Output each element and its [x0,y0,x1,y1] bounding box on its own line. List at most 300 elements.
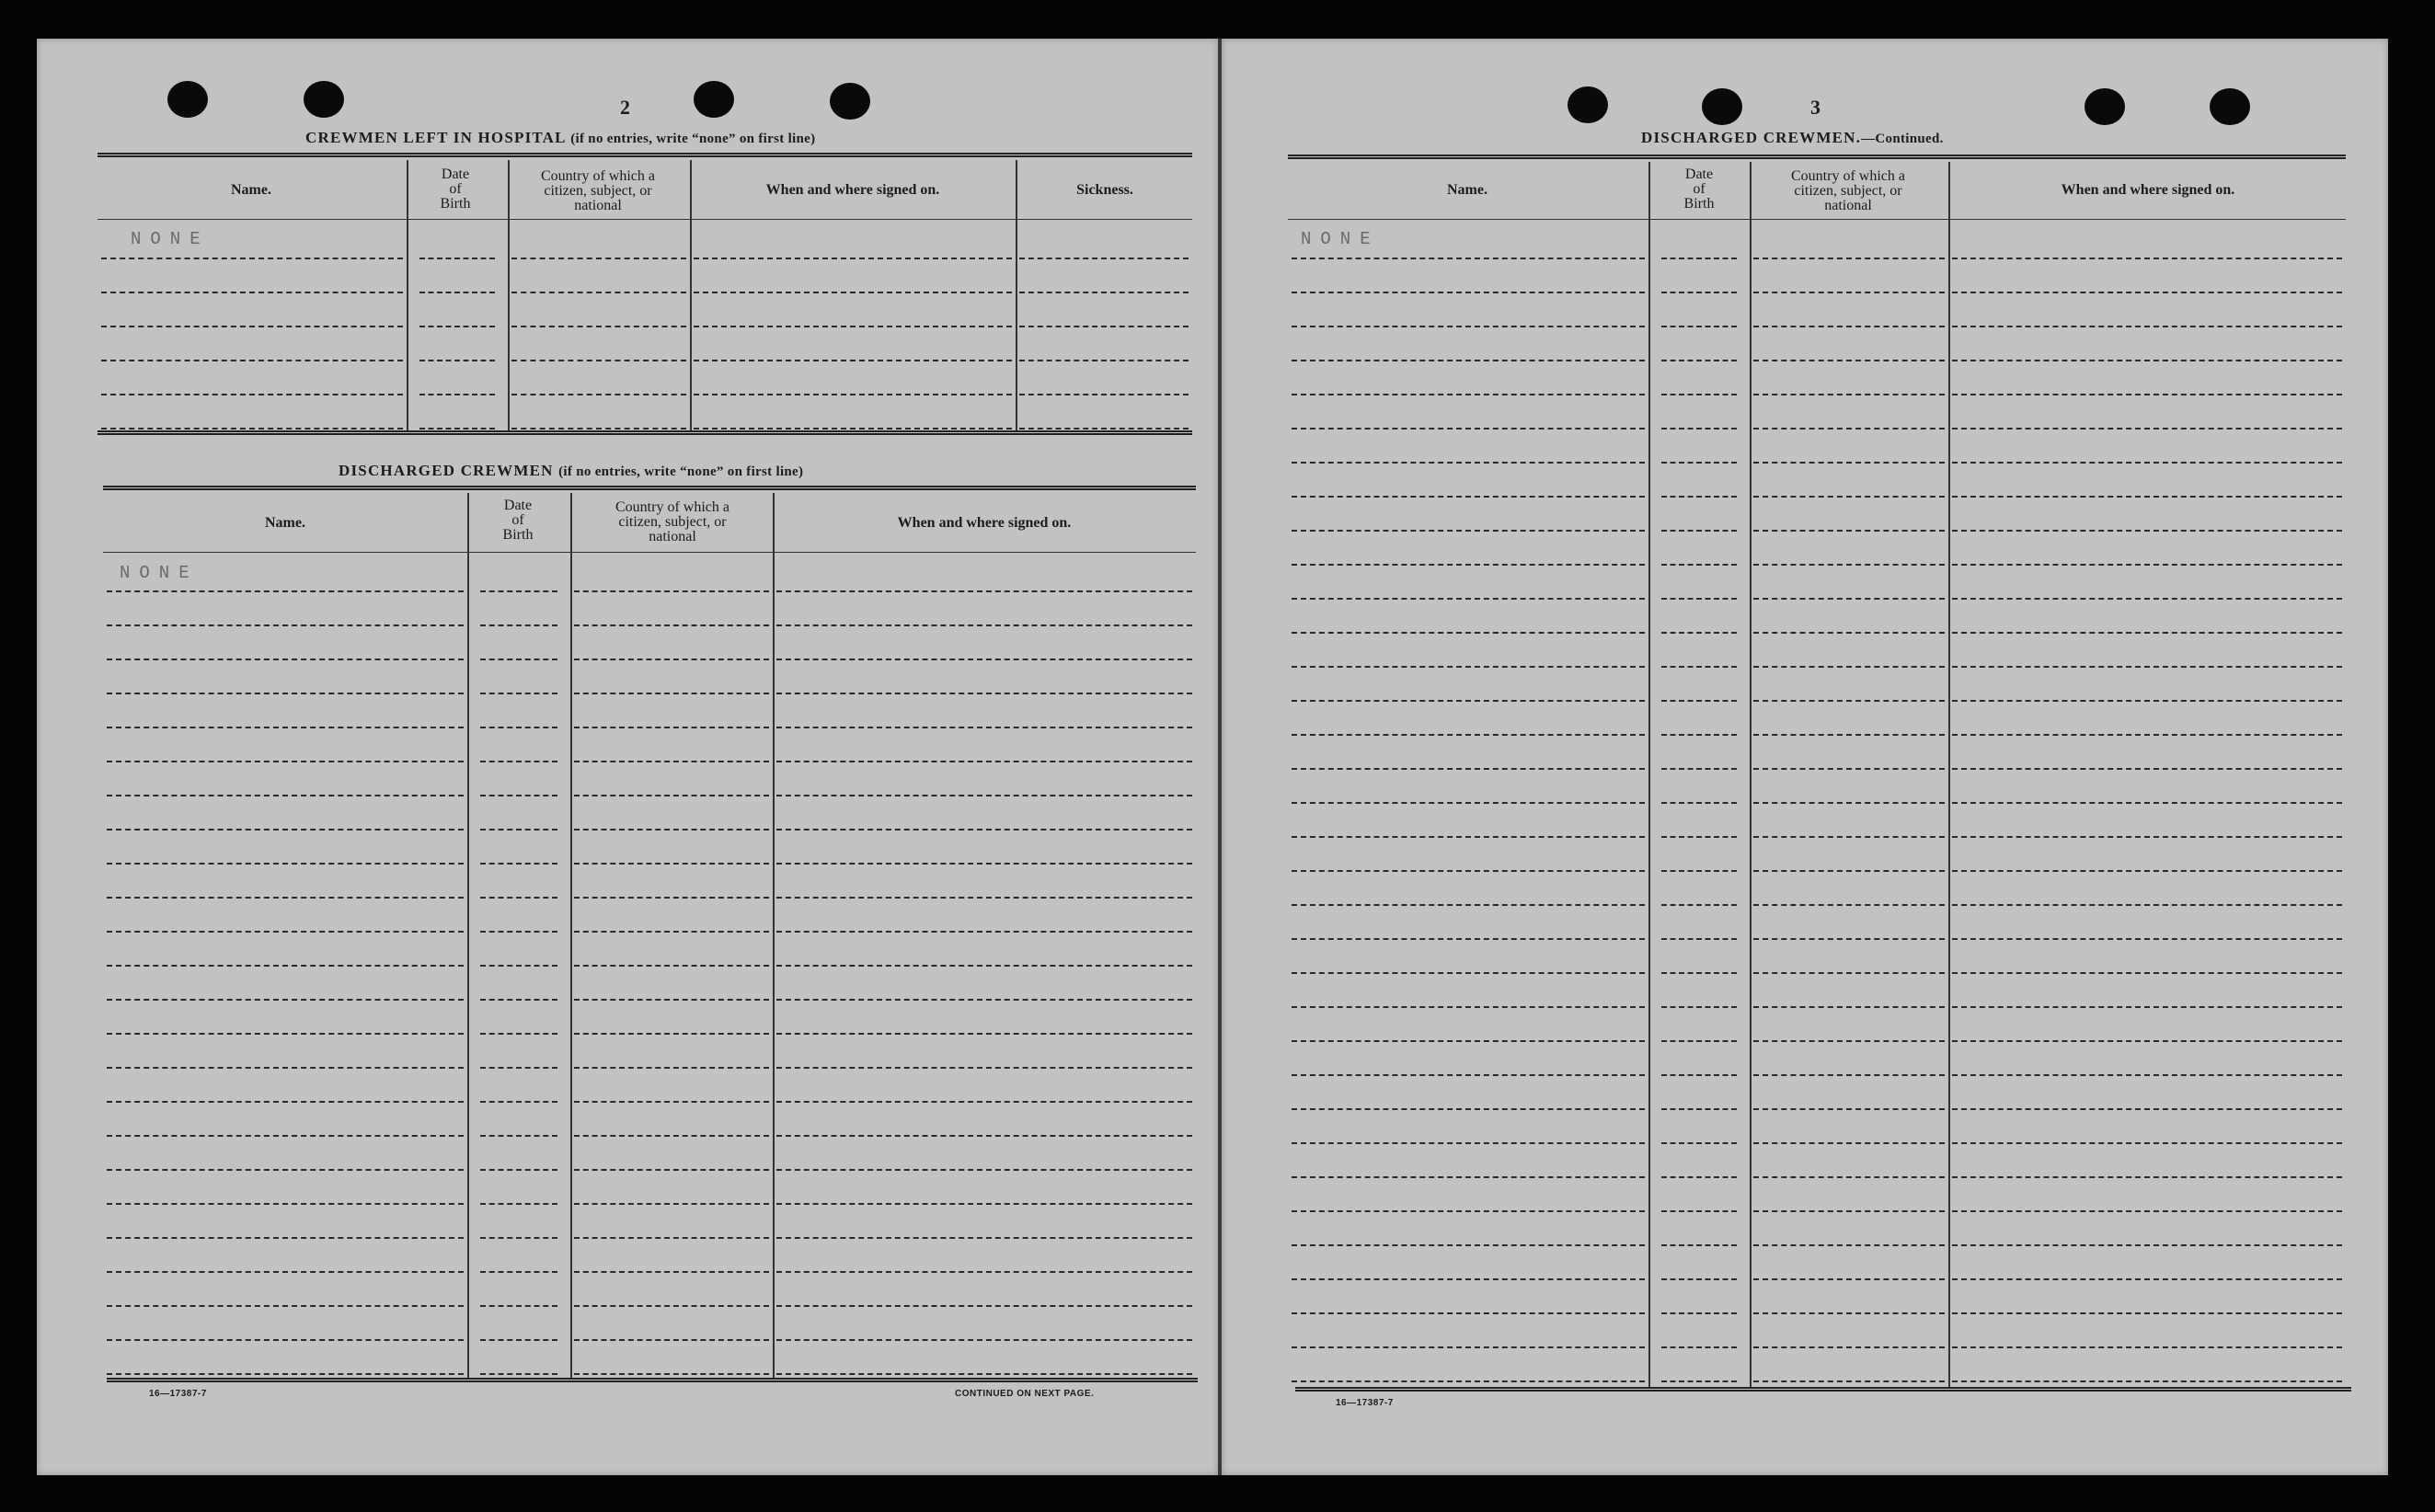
entry-line [776,829,1192,830]
entry-line [419,360,495,361]
entry-line [1952,734,2342,736]
entry-line [776,727,1192,728]
entry-line [1661,768,1737,770]
entry-line [1661,1210,1737,1212]
entry-line [107,931,464,933]
col-header-date-of-birth [467,498,569,543]
entry-line [1292,1210,1645,1212]
entry-line [107,727,464,728]
entry-line [1952,700,2342,702]
entry-line [419,326,495,327]
discharged-bottom-rule [107,1378,1198,1382]
entry-line [1753,1040,1945,1042]
entry-line [101,326,403,327]
hospital-instruction: (if no entries, write “none” on first line) [570,132,816,146]
entry-line [1292,1006,1645,1008]
discharged-title-text: DISCHARGED CREWMEN [339,462,554,479]
entry-line [107,1339,464,1341]
entry-line [480,590,557,592]
entry-line [1753,394,1945,395]
entry-line [574,1067,769,1069]
col-header-country [508,169,688,213]
entry-line [107,1271,464,1273]
entry-line [1952,462,2342,464]
entry-line [1753,666,1945,668]
entry-line [1952,292,2342,293]
entry-line [480,1135,557,1137]
page-number: 2 [620,96,631,119]
column-divider [1648,162,1650,1389]
form-number: 16—17387-7 [149,1389,207,1399]
column-divider [467,493,469,1380]
entry-line [1753,768,1945,770]
entry-line [511,394,686,395]
entry-line [101,258,403,259]
entry-line [574,1271,769,1273]
entry-line [1753,972,1945,974]
hospital-section-title [305,129,815,147]
entry-line [1952,1346,2342,1348]
entry-line [511,292,686,293]
entry-line [1952,598,2342,600]
entry-line [1753,938,1945,940]
entry-line [1292,530,1645,532]
entry-line [776,1203,1192,1205]
entry-line [574,693,769,694]
entry-line [1952,1244,2342,1246]
entry-line [1753,564,1945,566]
entry-line [574,1135,769,1137]
col-header-name: Name. [231,182,271,198]
entry-line [776,795,1192,796]
entry-line [1753,1074,1945,1076]
discharged-header-rule [103,552,1196,553]
entry-line [694,258,1012,259]
col-header-country [1752,169,1945,213]
entry-line [574,1033,769,1035]
entry-line [1753,734,1945,736]
entry-line [480,1271,557,1273]
entry-line [480,1033,557,1035]
column-divider [508,160,510,432]
entry-line [1661,1176,1737,1178]
entry-line [1661,802,1737,804]
entry-line [1661,972,1737,974]
entry-line [1661,598,1737,600]
col-header-name: Name. [265,515,305,531]
entry-line [574,795,769,796]
right-title-continued: —Continued. [1861,132,1944,146]
entry-line [1019,428,1189,430]
entry-line [1292,700,1645,702]
entry-line [776,624,1192,626]
entry-line [1753,802,1945,804]
entry-line [574,1169,769,1171]
hospital-top-rule [98,153,1192,157]
entry-line [776,1135,1192,1137]
entry-line [1753,598,1945,600]
column-divider [1750,162,1752,1389]
entry-line [107,1373,464,1375]
entry-line [480,624,557,626]
entry-line [574,727,769,728]
entry-line [480,829,557,830]
entry-line [776,931,1192,933]
col-header-country-text: Country of which a citizen, subject, or national [541,168,655,213]
entry-line [1292,1346,1645,1348]
entry-line [1753,632,1945,634]
entry-line [1661,666,1737,668]
right-title-text: DISCHARGED CREWMEN. [1641,129,1862,146]
entry-line [776,659,1192,660]
entry-line [776,897,1192,899]
entry-line [1292,1142,1645,1144]
entry-line [1292,1040,1645,1042]
entry-line [1952,768,2342,770]
entry-line [1753,462,1945,464]
entry-line [480,761,557,762]
entry-line [1753,700,1945,702]
entry-line [1753,1142,1945,1144]
right-section-title [1641,129,1944,147]
form-number: 16—17387-7 [1336,1398,1394,1408]
entry-line [1661,258,1737,259]
entry-line [1292,836,1645,838]
entry-line [1753,870,1945,872]
entry-line [511,360,686,361]
entry-line [511,326,686,327]
entry-line [1753,326,1945,327]
entry-line [1952,530,2342,532]
entry-line [101,394,403,395]
entry-line [1292,428,1645,430]
entry-line [1292,564,1645,566]
entry-line [1753,360,1945,361]
entry-line [480,1339,557,1341]
entry-line [419,394,495,395]
continued-note: CONTINUED ON NEXT PAGE. [955,1389,1095,1399]
entry-line [1292,1074,1645,1076]
entry-line [1292,1278,1645,1280]
punch-hole [167,81,208,118]
col-header-country-text: Country of which a citizen, subject, or national [1791,168,1905,213]
entry-line [107,659,464,660]
entry-line [480,1237,557,1239]
entry-line [776,1305,1192,1307]
entry-line [574,659,769,660]
entry-line [107,999,464,1001]
entry-line [1753,428,1945,430]
entry-line [1661,496,1737,498]
entry-line [776,1067,1192,1069]
entry-line [1952,258,2342,259]
entry-line [1661,394,1737,395]
entry-line [1661,1040,1737,1042]
entry-line [107,590,464,592]
entry-line [574,829,769,830]
hospital-entry-none: NONE [131,229,210,249]
entry-line [1292,666,1645,668]
entry-line [574,624,769,626]
punch-hole [694,81,734,118]
punch-hole [304,81,344,118]
entry-line [480,931,557,933]
entry-line [480,727,557,728]
discharged-instruction: (if no entries, write “none” on first line) [558,464,804,479]
entry-line [1952,1074,2342,1076]
entry-line [480,863,557,865]
entry-line [480,965,557,967]
entry-line [1753,836,1945,838]
entry-line [776,1373,1192,1375]
entry-line [1661,1346,1737,1348]
entry-line [1292,870,1645,872]
entry-line [1952,1108,2342,1110]
entry-line [1292,462,1645,464]
column-divider [690,160,692,432]
entry-line [107,829,464,830]
entry-line [107,795,464,796]
entry-line [1292,632,1645,634]
entry-line [1952,836,2342,838]
entry-line [1661,1380,1737,1382]
entry-line [107,965,464,967]
entry-line [1661,1278,1737,1280]
entry-line [1292,1312,1645,1314]
entry-line [107,761,464,762]
entry-line [1661,564,1737,566]
entry-line [480,1067,557,1069]
entry-line [1952,1312,2342,1314]
entry-line [1661,1074,1737,1076]
entry-line [1952,1142,2342,1144]
col-header-signed-on: When and where signed on. [765,182,940,198]
entry-line [1952,1210,2342,1212]
entry-line [480,1101,557,1103]
col-header-date-of-birth [405,167,506,212]
entry-line [1019,326,1189,327]
hospital-header-rule [98,219,1192,220]
entry-line [480,1305,557,1307]
entry-line [694,428,1012,430]
entry-line [1952,1278,2342,1280]
entry-line [1753,904,1945,906]
entry-line [1753,1210,1945,1212]
entry-line [480,795,557,796]
col-header-dob-text: Date of Birth [1683,166,1715,212]
entry-line [107,863,464,865]
entry-line [1292,292,1645,293]
entry-line [101,428,403,430]
entry-line [1661,1108,1737,1110]
col-header-sickness: Sickness. [1076,182,1133,198]
entry-line [1292,326,1645,327]
entry-line [419,258,495,259]
entry-line [1661,1142,1737,1144]
entry-line [1661,734,1737,736]
entry-line [1292,768,1645,770]
entry-line [107,1305,464,1307]
col-header-country-text: Country of which a citizen, subject, or national [615,499,729,544]
right-entry-none: NONE [1301,229,1380,249]
entry-line [1753,1346,1945,1348]
entry-line [1661,326,1737,327]
entry-line [1661,700,1737,702]
entry-line [1661,292,1737,293]
entry-line [1753,1380,1945,1382]
entry-line [1661,938,1737,940]
entry-line [776,1033,1192,1035]
entry-line [107,897,464,899]
entry-line [1753,530,1945,532]
punch-hole [2210,88,2250,125]
entry-line [1019,258,1189,259]
entry-line [511,258,686,259]
entry-line [480,1203,557,1205]
entry-line [1952,326,2342,327]
entry-line [107,1067,464,1069]
col-header-signed-on: When and where signed on. [2061,182,2235,198]
entry-line [1952,564,2342,566]
entry-line [1952,1176,2342,1178]
col-header-dob-text: Date of Birth [502,498,534,543]
entry-line [107,1203,464,1205]
entry-line [776,965,1192,967]
entry-line [1952,938,2342,940]
entry-line [1753,1278,1945,1280]
entry-line [776,1101,1192,1103]
entry-line [1753,1244,1945,1246]
entry-line [107,1101,464,1103]
column-divider [1016,160,1017,432]
right-top-rule [1288,155,2346,159]
entry-line [1952,632,2342,634]
entry-line [574,590,769,592]
entry-line [574,863,769,865]
entry-line [1753,496,1945,498]
entry-line [1661,870,1737,872]
entry-line [776,1169,1192,1171]
entry-line [1952,1040,2342,1042]
entry-line [1952,870,2342,872]
entry-line [480,1373,557,1375]
hospital-bottom-rule [98,430,1192,435]
entry-line [1952,802,2342,804]
column-divider [773,493,775,1380]
entry-line [1661,360,1737,361]
entry-line [694,394,1012,395]
punch-hole [2085,88,2125,125]
entry-line [574,1101,769,1103]
entry-line [1019,292,1189,293]
col-header-dob-text: Date of Birth [440,166,471,212]
entry-line [107,1169,464,1171]
entry-line [1292,904,1645,906]
entry-line [776,999,1192,1001]
entry-line [107,693,464,694]
entry-line [1661,428,1737,430]
entry-line [1753,258,1945,259]
column-divider [570,493,572,1380]
entry-line [107,1135,464,1137]
entry-line [107,1033,464,1035]
entry-line [1292,972,1645,974]
discharged-section-title [339,462,803,480]
entry-line [419,428,495,430]
entry-line [101,360,403,361]
col-header-name: Name. [1447,182,1487,198]
punch-hole [1568,86,1608,123]
entry-line [1952,360,2342,361]
entry-line [1019,394,1189,395]
entry-line [1661,1244,1737,1246]
entry-line [1292,394,1645,395]
entry-line [574,999,769,1001]
col-header-date-of-birth [1648,167,1750,212]
entry-line [480,999,557,1001]
left-page [37,39,1218,1475]
entry-line [574,1203,769,1205]
discharged-entry-none: NONE [120,563,199,583]
entry-line [694,360,1012,361]
entry-line [1952,904,2342,906]
entry-line [1753,1312,1945,1314]
hospital-title-text: CREWMEN LEFT IN HOSPITAL [305,129,566,146]
entry-line [1753,1108,1945,1110]
entry-line [776,1271,1192,1273]
entry-line [1019,360,1189,361]
entry-line [107,1237,464,1239]
entry-line [101,292,403,293]
entry-line [1952,394,2342,395]
entry-line [1952,428,2342,430]
column-divider [407,160,408,432]
entry-line [776,590,1192,592]
entry-line [574,1339,769,1341]
entry-line [1661,1006,1737,1008]
entry-line [419,292,495,293]
entry-line [776,761,1192,762]
punch-hole [1702,88,1742,125]
entry-line [1292,938,1645,940]
entry-line [1292,1176,1645,1178]
entry-line [1292,734,1645,736]
column-divider [1948,162,1950,1389]
entry-line [574,1237,769,1239]
entry-line [1952,666,2342,668]
entry-line [574,931,769,933]
entry-line [574,1305,769,1307]
entry-line [1753,1006,1945,1008]
entry-line [511,428,686,430]
entry-line [1661,632,1737,634]
entry-line [1292,1244,1645,1246]
right-header-rule [1288,219,2346,220]
punch-hole [830,83,870,120]
entry-line [1661,904,1737,906]
col-header-signed-on: When and where signed on. [897,515,1072,531]
entry-line [1661,1312,1737,1314]
entry-line [1661,530,1737,532]
discharged-top-rule [103,486,1196,490]
entry-line [480,693,557,694]
entry-line [1292,258,1645,259]
entry-line [480,659,557,660]
entry-line [1292,1380,1645,1382]
entry-line [1753,1176,1945,1178]
entry-line [776,1339,1192,1341]
entry-line [107,624,464,626]
